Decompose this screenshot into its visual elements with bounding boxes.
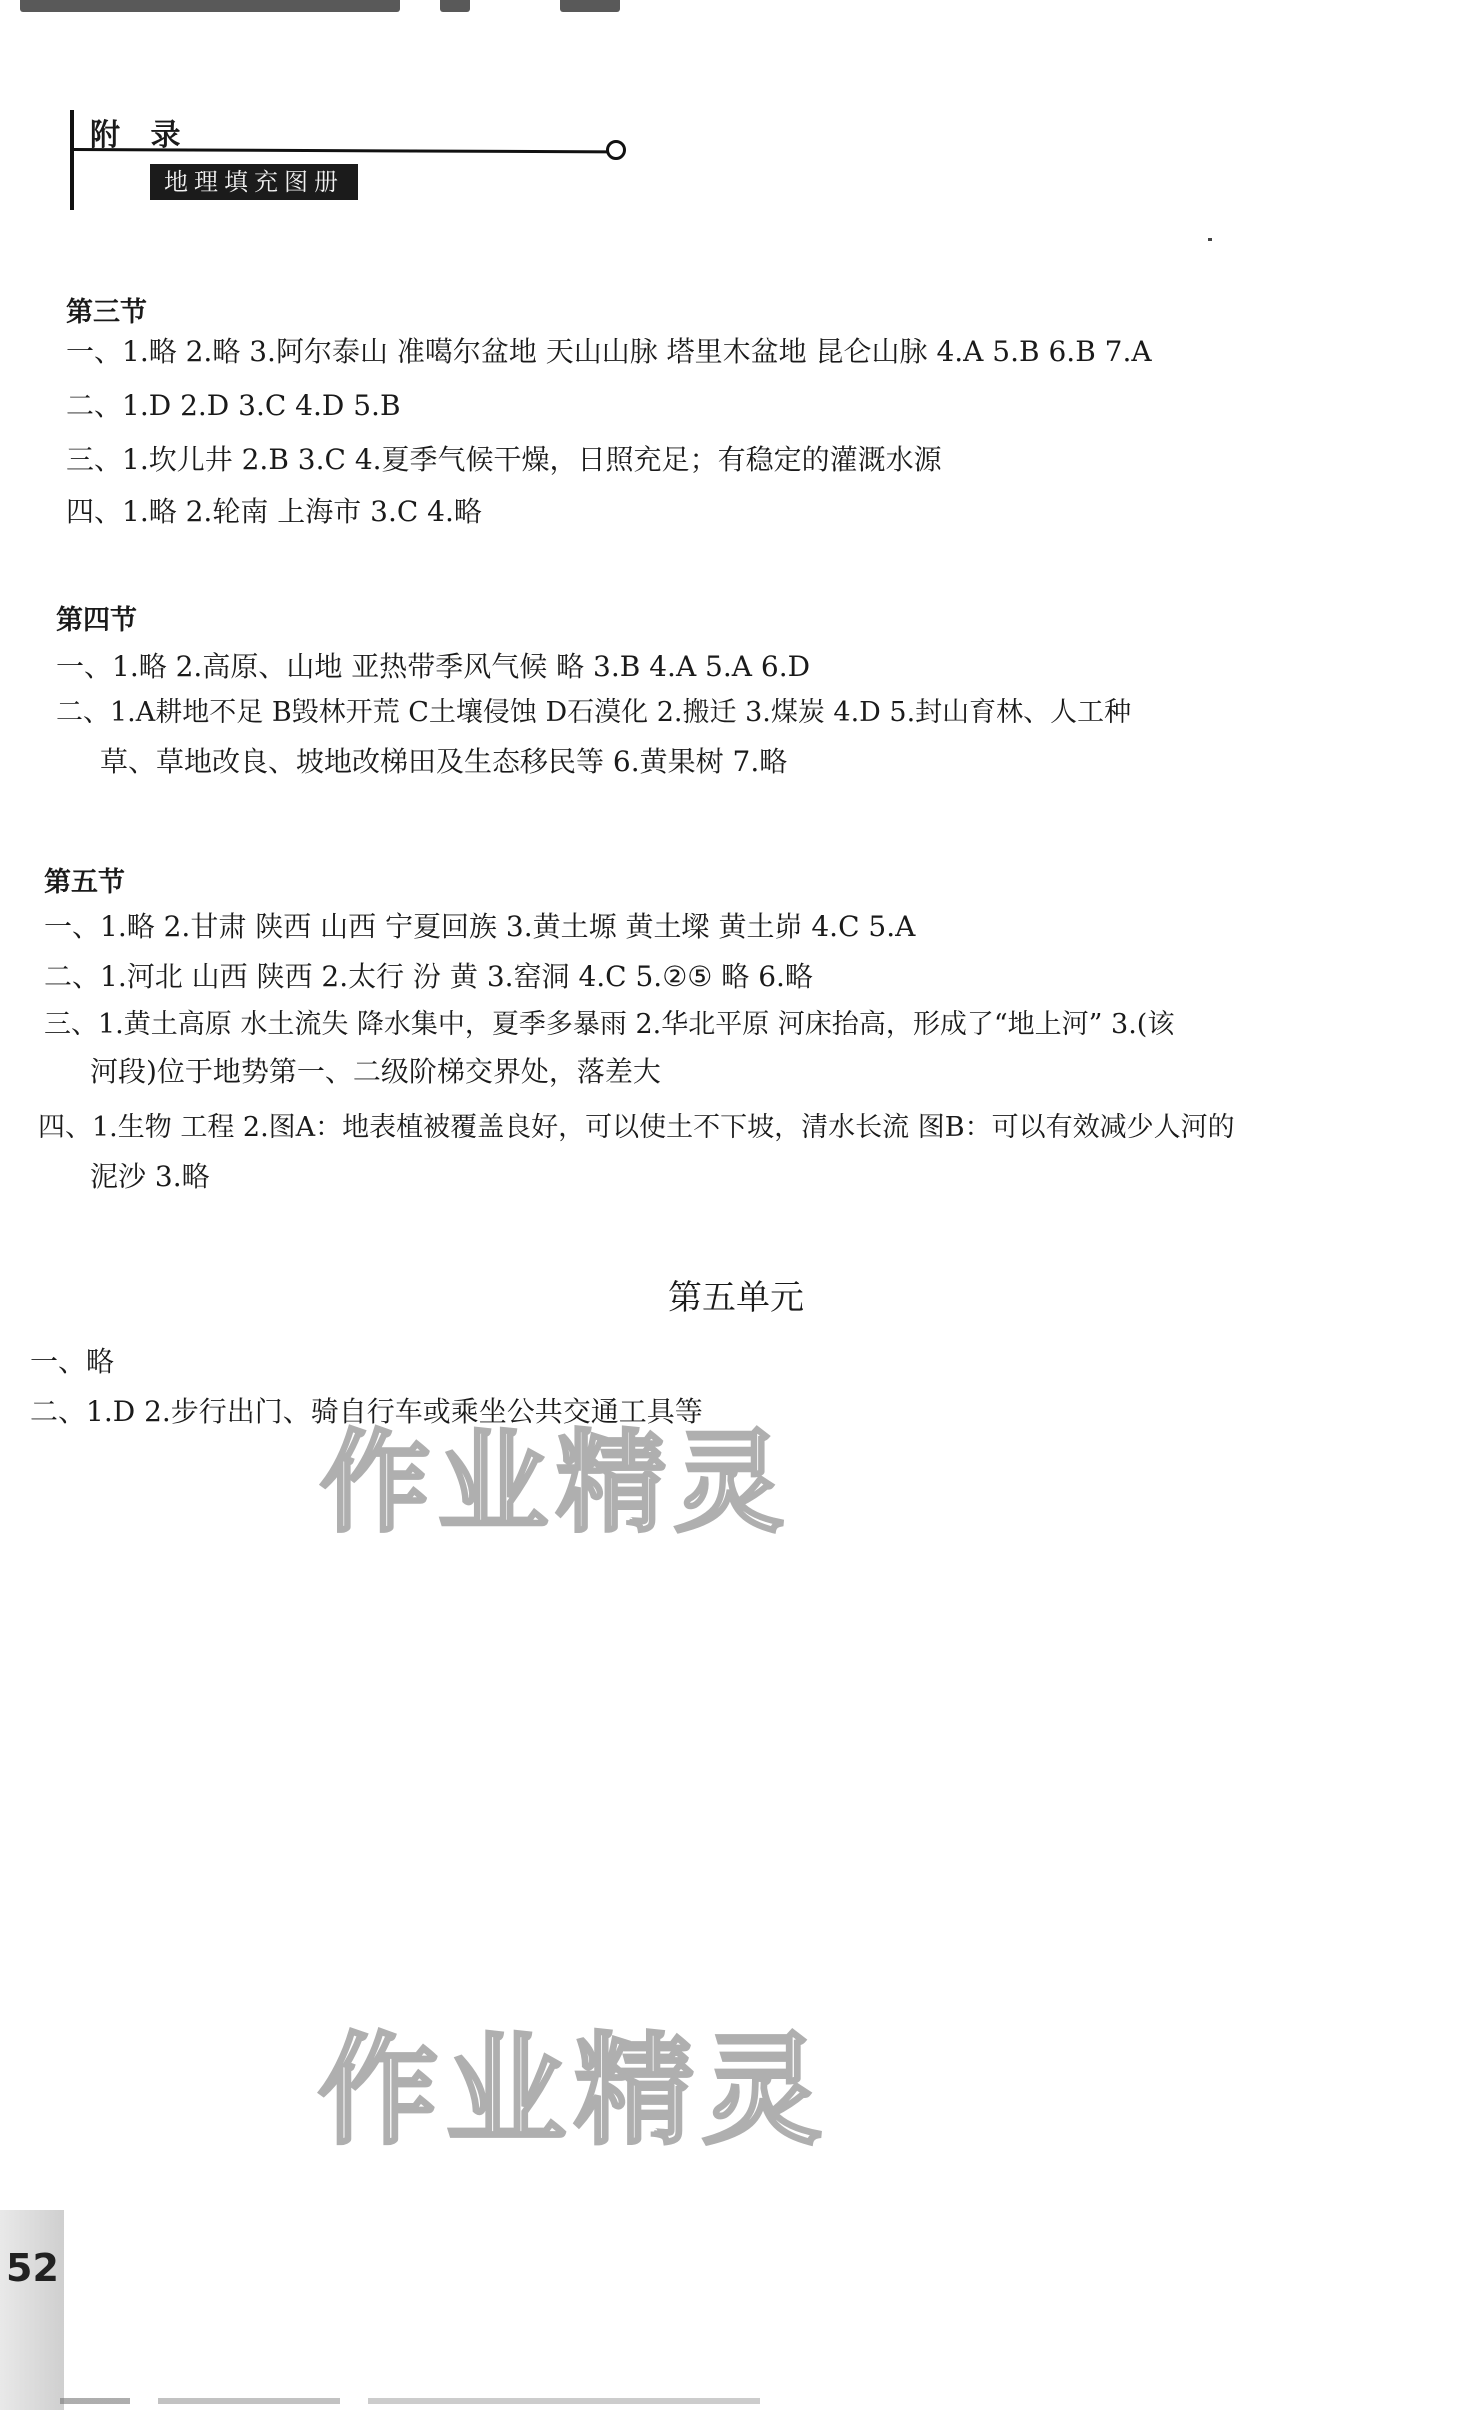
answer-line: 二、1.A耕地不足 B毁林开荒 C土壤侵蚀 D石漠化 2.搬迁 3.煤炭 4.D 5.封山育林、人工种 <box>56 697 1132 728</box>
answer-line: 四、1.生物 工程 2.图A：地表植被覆盖良好，可以使土不下坡，清水长流 图B：可以有效减少人河的 <box>38 1112 1235 1143</box>
page-number-tab <box>0 2210 64 2410</box>
answer-line: 草、草地改良、坡地改梯田及生态移民等 6.黄果树 7.略 <box>100 745 788 778</box>
appendix-subtitle: 地理填充图册 <box>150 164 358 200</box>
answer-line: 二、1.河北 山西 陕西 2.太行 汾 黄 3.窑洞 4.C 5.②⑤ 略 6.略 <box>44 960 813 993</box>
unit-title: 第五单元 <box>668 1278 804 1318</box>
page-number: 52 <box>6 2246 59 2290</box>
answer-line: 二、1.D 2.D 3.C 4.D 5.B <box>66 389 401 422</box>
watermark-text: 作业精灵 <box>320 1419 792 1547</box>
answer-line: 四、1.略 2.轮南 上海市 3.C 4.略 <box>66 495 482 528</box>
unit-answer-line: 一、略 <box>30 1345 115 1378</box>
answer-line: 泥沙 3.略 <box>90 1160 210 1193</box>
answer-line: 三、1.坎儿井 2.B 3.C 4.夏季气候干燥，日照充足；有稳定的灌溉水源 <box>66 443 942 476</box>
section-heading: 第五节 <box>44 867 125 898</box>
appendix-title: 附 录 <box>90 118 191 153</box>
watermark-text: 作业精灵 <box>318 2022 830 2161</box>
header-circle-icon <box>606 140 626 160</box>
section-heading: 第四节 <box>56 605 137 636</box>
scan-speck <box>1208 238 1212 241</box>
answer-line: 河段)位于地势第一、二级阶梯交界处，落差大 <box>90 1055 661 1088</box>
answer-line: 三、1.黄土高原 水土流失 降水集中，夏季多暴雨 2.华北平原 河床抬高，形成了“地上河” 3.(该 <box>44 1009 1175 1040</box>
answer-line: 一、1.略 2.高原、山地 亚热带季风气候 略 3.B 4.A 5.A 6.D <box>56 650 811 683</box>
section-heading: 第三节 <box>66 297 147 328</box>
top-scan-edge <box>0 0 1469 28</box>
unit-answer-line: 二、1.D 2.步行出门、骑自行车或乘坐公共交通工具等 <box>30 1395 703 1428</box>
appendix-header <box>70 110 630 220</box>
answer-line: 一、1.略 2.甘肃 陕西 山西 宁夏回族 3.黄土塬 黄土墚 黄土峁 4.C 5.A <box>44 910 916 943</box>
answer-line: 一、1.略 2.略 3.阿尔泰山 准噶尔盆地 天山山脉 塔里木盆地 昆仑山脉 4.A 5.B 6.B 7.A <box>66 335 1152 368</box>
header-vertical-bar <box>70 110 74 210</box>
bottom-scan-edge <box>60 2398 760 2404</box>
